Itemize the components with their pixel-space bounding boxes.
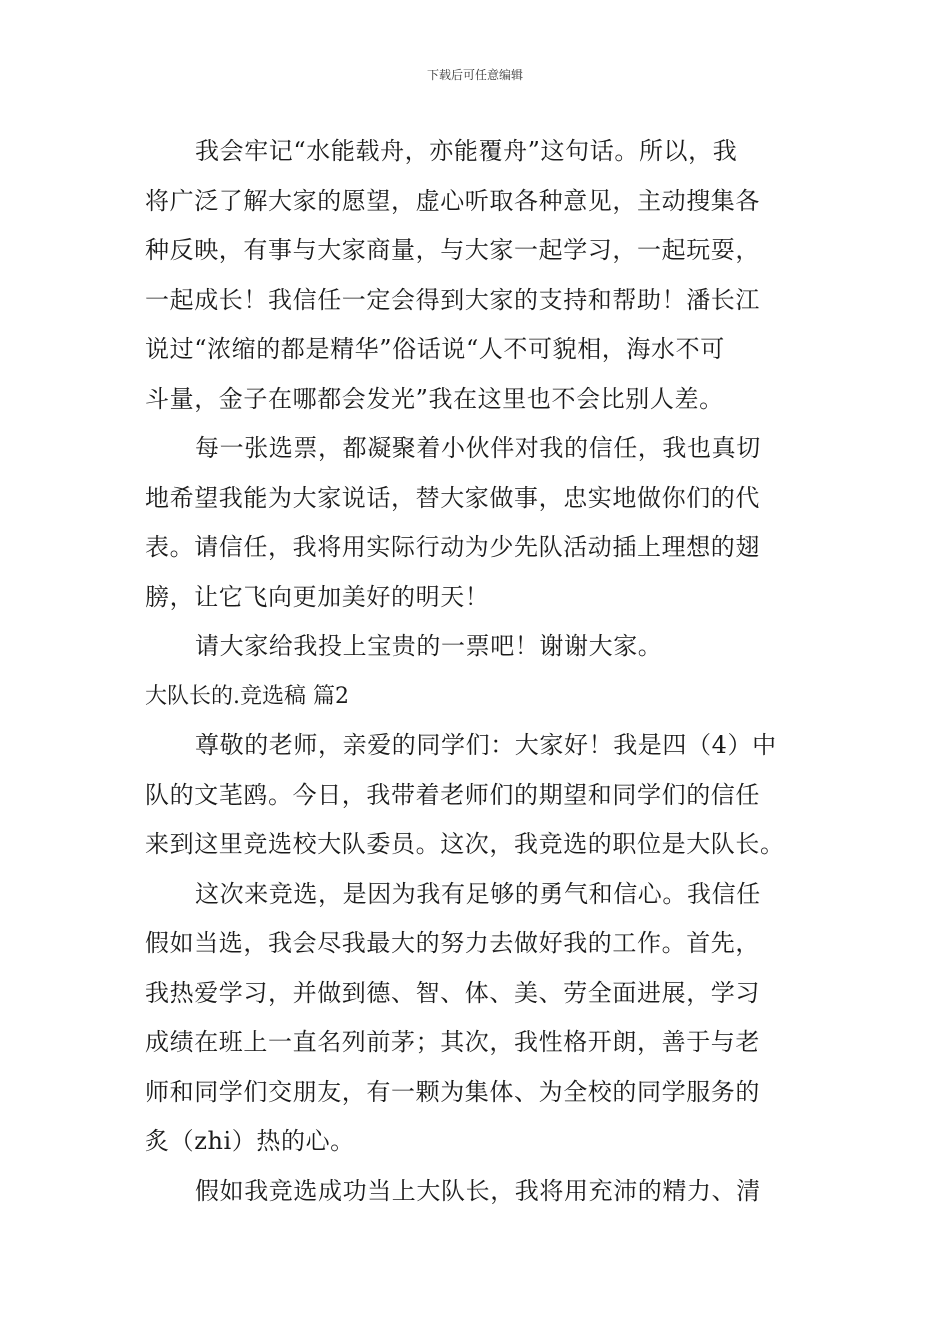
text-line: 这次来竞选，是因为我有足够的勇气和信心。我信任 bbox=[195, 879, 761, 908]
text-line: 队的文芼鸥。今日，我带着老师们的期望和同学们的信任 bbox=[145, 780, 760, 809]
paragraph-5 bbox=[145, 870, 810, 1167]
text-line: 师和同学们交朋友，有一颗为集体、为全校的同学服务的 bbox=[145, 1077, 760, 1106]
paragraph-6 bbox=[145, 1167, 810, 1217]
text-line: 膀，让它飞向更加美好的明天！ bbox=[145, 582, 490, 611]
text-line: 炙（zhi）热的心。 bbox=[145, 1127, 355, 1155]
text-line: 假如我竞选成功当上大队长，我将用充沛的精力、清 bbox=[195, 1176, 761, 1205]
text-line: 我热爱学习，并做到德、智、体、美、劳全面进展，学习 bbox=[145, 978, 760, 1007]
document-body bbox=[145, 127, 810, 1216]
paragraph-1 bbox=[145, 127, 810, 424]
text-line: 假如当选，我会尽我最大的努力去做好我的工作。首先， bbox=[145, 929, 760, 957]
text-line: 请大家给我投上宝贵的一票吧！谢谢大家。 bbox=[195, 632, 663, 660]
text-line: 将广泛了解大家的愿望，虚心听取各种意见，主动搜集各 bbox=[145, 186, 760, 215]
text-line: 每一张选票，都凝聚着小伙伴对我的信任，我也真切 bbox=[195, 434, 761, 462]
text-line: 尊敬的老师，亲爱的同学们：大家好！我是四（4）中 bbox=[195, 731, 777, 759]
text-line: 我会牢记“水能载舟，亦能覆舟”这句话。所以，我 bbox=[195, 137, 738, 165]
text-line: 来到这里竞选校大队委员。这次，我竞选的职位是大队长。 bbox=[145, 830, 785, 858]
paragraph-3 bbox=[145, 622, 810, 672]
page-header-note: 下载后可任意编辑 bbox=[426, 68, 523, 82]
text-line: 表。请信任，我将用实际行动为少先队活动插上理想的翅 bbox=[145, 533, 760, 561]
text-line: 说过“浓缩的都是精华”俗话说“人不可貌相，海水不可 bbox=[145, 335, 725, 363]
text-line: 种反映，有事与大家商量，与大家一起学习，一起玩耍， bbox=[145, 236, 760, 264]
text-line: 成绩在班上一直名列前茅；其次，我性格开朗，善于与老 bbox=[145, 1028, 760, 1056]
text-line: 一起成长！我信任一定会得到大家的支持和帮助！潘长江 bbox=[145, 285, 760, 314]
section-heading: 大队长的.竞选稿 篇2 bbox=[145, 683, 349, 709]
text-line: 地希望我能为大家说话，替大家做事，忠实地做你们的代 bbox=[145, 483, 760, 512]
paragraph-4 bbox=[145, 721, 810, 870]
text-line: 斗量，金子在哪都会发光”我在这里也不会比别人差。 bbox=[145, 384, 724, 413]
paragraph-2 bbox=[145, 424, 810, 622]
